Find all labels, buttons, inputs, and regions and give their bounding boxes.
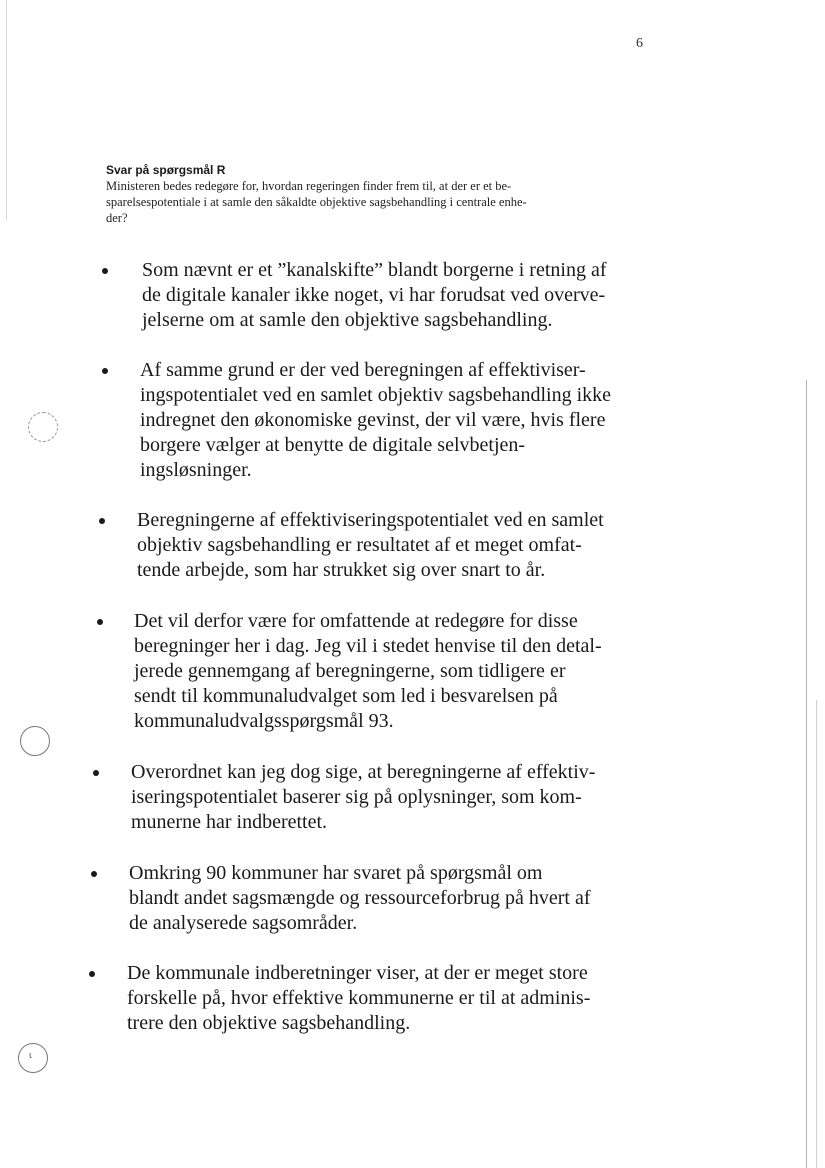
bullet-text-line: Det vil derfor være for omfattende at redegøre for disse <box>134 610 578 632</box>
scan-edge-left <box>6 0 7 220</box>
question-text-line: sparelsespotentiale i at samle den såkaldte objektive sagsbehandling i centrale enhe- <box>106 195 527 209</box>
bullet-text-line: beregninger her i dag. Jeg vil i stedet henvise til den detal- <box>134 635 602 657</box>
bullet-text-line: Af samme grund er der ved beregningen af effektiviser- <box>140 359 586 381</box>
bullet-paragraph <box>137 508 604 583</box>
bullet-text-line: iseringspotentialet baserer sig på oplysninger, som kom- <box>131 786 582 808</box>
bullet-icon <box>91 871 97 877</box>
bullet-text-line: forskelle på, hvor effektive kommunerne er til at adminis- <box>127 987 591 1009</box>
bullet-text-line: Beregningerne af effektiviseringspotentialet ved en samlet <box>137 509 604 531</box>
bullet-text-line: blandt andet sagsmængde og ressourceforbrug på hvert af <box>129 887 591 909</box>
bullet-icon <box>102 268 108 274</box>
bullet-text-line: Omkring 90 kommuner har svaret på spørgsmål om <box>129 862 543 884</box>
scan-edge-right-outer <box>816 700 817 1168</box>
bullet-icon <box>97 619 103 625</box>
question-text-line: Ministeren bedes redegøre for, hvordan regeringen finder frem til, at der er et be- <box>106 179 512 193</box>
bullet-text-line: indregnet den økonomiske gevinst, der vil være, hvis flere <box>140 409 606 431</box>
bullet-text-line: jelserne om at samle den objektive sagsbehandling. <box>142 309 553 331</box>
bullet-icon <box>99 518 105 524</box>
bullet-text-line: objektiv sagsbehandling er resultatet af et meget omfat- <box>137 534 582 556</box>
punch-hole-icon <box>18 1043 48 1073</box>
bullet-text-line: borgere vælger at benytte de digitale selvbetjen- <box>140 434 526 456</box>
bullet-text-line: de digitale kanaler ikke noget, vi har forudsat ved overve- <box>142 284 606 306</box>
bullet-paragraph <box>129 861 591 936</box>
question-text-line: der? <box>106 211 128 225</box>
bullet-icon <box>102 368 108 374</box>
scan-edge-right <box>806 380 807 1168</box>
question-heading: Svar på spørgsmål R <box>106 163 226 177</box>
bullet-icon <box>89 971 95 977</box>
bullet-text-line: de analyserede sagsområder. <box>129 912 358 934</box>
punch-hole-icon <box>20 726 50 756</box>
page-number: 6 <box>636 36 643 51</box>
bullet-text-line: jerede gennemgang af beregningerne, som tidligere er <box>134 660 566 682</box>
bullet-text-line: trere den objektive sagsbehandling. <box>127 1012 411 1034</box>
bullet-text-line: sendt til kommunaludvalget som led i besvarelsen på <box>134 685 558 707</box>
bullet-icon <box>93 770 99 776</box>
question-block <box>106 162 626 226</box>
hole-mark-icon: ι <box>29 1051 33 1061</box>
bullet-text-line: ingsløsninger. <box>140 459 252 481</box>
bullet-text-line: Som nævnt er et ”kanalskifte” blandt borgerne i retning af <box>142 259 607 281</box>
bullet-paragraph <box>140 358 611 483</box>
punch-hole-icon <box>28 412 58 442</box>
bullet-paragraph <box>142 258 607 333</box>
bullet-text-line: De kommunale indberetninger viser, at der er meget store <box>127 962 588 984</box>
bullet-paragraph <box>127 961 590 1036</box>
bullet-text-line: Overordnet kan jeg dog sige, at beregningerne af effektiv- <box>131 761 596 783</box>
bullet-paragraph <box>134 609 602 734</box>
bullet-text-line: tende arbejde, som har strukket sig over snart to år. <box>137 559 546 581</box>
bullet-text-line: kommunaludvalgsspørgsmål 93. <box>134 710 394 732</box>
bullet-text-line: ingspotentialet ved en samlet objektiv sagsbehandling ikke <box>140 384 612 406</box>
bullet-paragraph <box>131 760 595 835</box>
bullet-text-line: munerne har indberettet. <box>131 811 328 833</box>
